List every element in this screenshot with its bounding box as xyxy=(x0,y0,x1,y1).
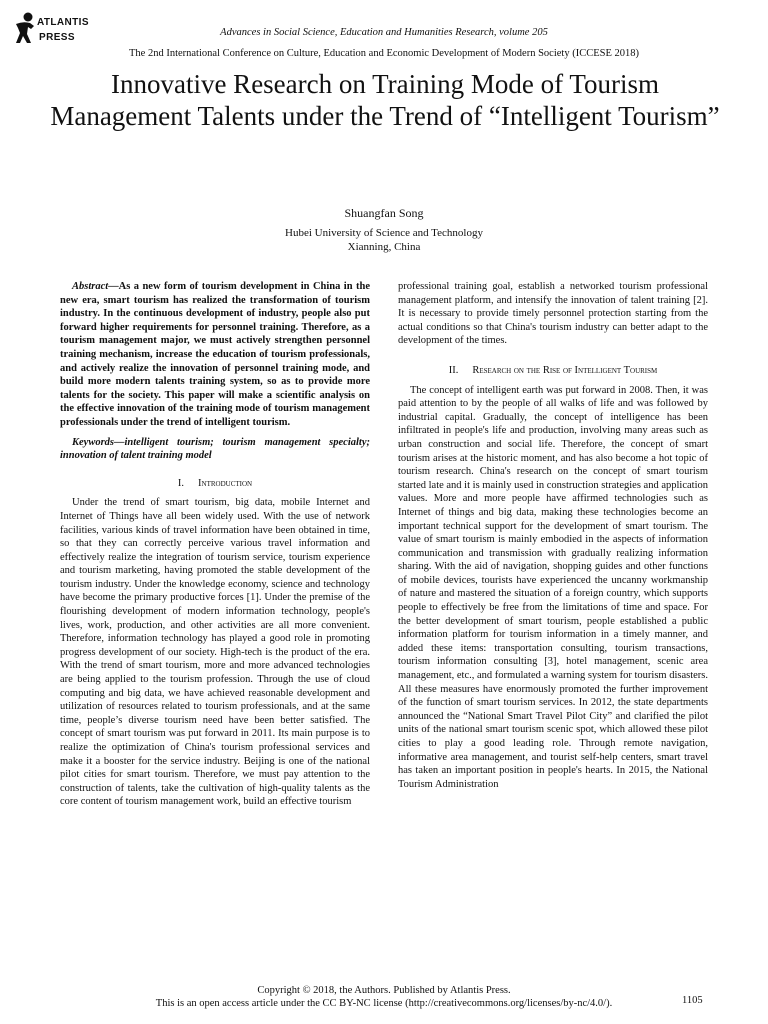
copyright-notice: Copyright © 2018, the Authors. Published by Atlantis Press. xyxy=(257,985,511,996)
section-number: II. xyxy=(448,364,459,376)
abstract-label: Abstract xyxy=(72,281,109,292)
keywords-text: —intelligent tourism; tourism management specialty; innovation of talent training model xyxy=(60,436,370,462)
introduction-paragraph: Under the trend of smart tourism, big data, mobile Internet and Internet of Things have all been widely used. With the use of network facilities, various kinds of travel information have been obtained in time, so that they can correctly perceive various travel information and effectively realize the integration of tourism service, tourism experience and tourism marketing, having promoted the stable development of the tourism industry. Under the knowledge economy, science and technology have become the primary productive forces [1]. Under the premise of the flourishing development of modern information technology, people's lives, work, production, and other activities are all more convenient. Therefore, information technology has played a good role in promoting progress development of our society. High-tech is the product of the era. With the trend of smart tourism, more and more advanced technologies are being applied to the tourism profession. Through the use of cloud computing and big data, we have achieved reasonable development and utilization of resources related to tourism professionals, and at the same time, people’s diverse tourism need have been better satisfied. The concept of smart tourism was put forward in 2011. Its main purpose is to realize the optimization of China's tourism professional services and make it a booster for the service industry. Beijing is one of the national pilot cities for smart tourism. Therefore, we must pay attention to the construction of talents, take the cultivation of high-quality talents as the core content of tourism management work, build an effective tourism xyxy=(60,497,370,808)
conference-line: The 2nd International Conference on Culture, Education and Economic Development of Modern Society (ICCESE 2018) xyxy=(129,48,639,59)
abstract xyxy=(60,280,370,430)
right-column xyxy=(398,280,708,791)
affiliation-university: Hubei University of Science and Technology xyxy=(285,227,483,239)
paper-title: Innovative Research on Training Mode of Tourism Management Talents under the Trend of “Intelligent Tourism” xyxy=(50,69,720,131)
section-number: I. xyxy=(177,477,185,489)
section-title: Introduction xyxy=(198,477,253,489)
license-notice: This is an open access article under the CC BY-NC license (http://creativecommons.org/licenses/by-nc/4.0/). xyxy=(155,998,613,1009)
section-title: Research on the Rise of Intelligent Tourism xyxy=(472,364,658,376)
section-heading-introduction xyxy=(60,477,370,491)
intelligent-tourism-paragraph: The concept of intelligent earth was put forward in 2008. Then, it was paid attention to by the people of all walks of life and was followed by industrial capital. Gradually, the concept of intelligence has been infiltrated in people's life and production, involving many areas such as urban construction and social life. Therefore, the concept of smart tourism arises at the historic moment, and has also become a hot topic of tourism research. China's research on the concept of smart tourism started late and it is mainly used in construction strategies and application values. More and more people have affirmed technologies such as Internet of things and big data, making these technologies become an important technical support for the development of smart tourism. The value of smart tourism is mainly embodied in the aspects of information communication and transmission with gradually realizing information sharing. With the aid of navigation, shopping guides and other functions of mobile devices, tourists have experienced the uncanny workmanship of nature and mastered the situation of a foreign country, which supports people to effectively be free from the limitations of time and space. For the better development of smart tourism, people established a public information platform for tourism information in a timely manner, and added these items: transportation consulting, tourism transactions, tourism information consulting [3], hotel management, scenic area management, etc., and formulated a warning system for tourism disasters. All these measures have enormously promoted the further improvement of the function of smart tourism services. In 2012, the state departments announced the “National Smart Travel Pilot City” and clarified the pilot units of the national smart tourism scenic spot, which allowed these pilot cities to play a good leading role. Through remote navigation, informative area management, and tourist self-help centers, smart travel has taken an important position in people's hearts. In 2015, the National Tourism Administration xyxy=(398,384,708,790)
left-column xyxy=(60,280,370,809)
keywords-label: Keywords xyxy=(72,436,114,448)
page-number: 1105 xyxy=(682,995,703,1006)
logo-text-atlantis: ATLANTIS xyxy=(37,17,89,28)
keywords xyxy=(60,436,370,463)
logo-text-press: PRESS xyxy=(39,32,75,43)
author-name: Shuangfan Song xyxy=(344,206,424,220)
abstract-text: —As a new form of tourism development in China in the new era, smart tourism has realized the transformation of tourism industry. In the continuous development of industry, people also put forward higher requirements for personnel training. Therefore, as a tourism management major, we must actively strengthen personnel training mechanism, increase the education of tourism professionals, and actively realize the innovation of personnel training mode, and build more modern talents training system, so as to provide more talents for the society. This paper will make a scientific analysis on the effective innovation of the training mode of tourism management professionals under the trend of intelligent tourism. xyxy=(60,281,370,428)
section-heading-intelligent-tourism xyxy=(398,364,708,378)
journal-line: Advances in Social Science, Education and Humanities Research, volume 205 xyxy=(220,27,548,38)
affiliation-location: Xianning, China xyxy=(347,241,421,253)
continuation-paragraph: professional training goal, establish a networked tourism professional management platform, and intensify the innovation of talent training [2]. It is necessary to provide timely personnel protection starting from the actual conditions so that China's tourism industry can better adapt to the development of the times. xyxy=(398,281,708,347)
